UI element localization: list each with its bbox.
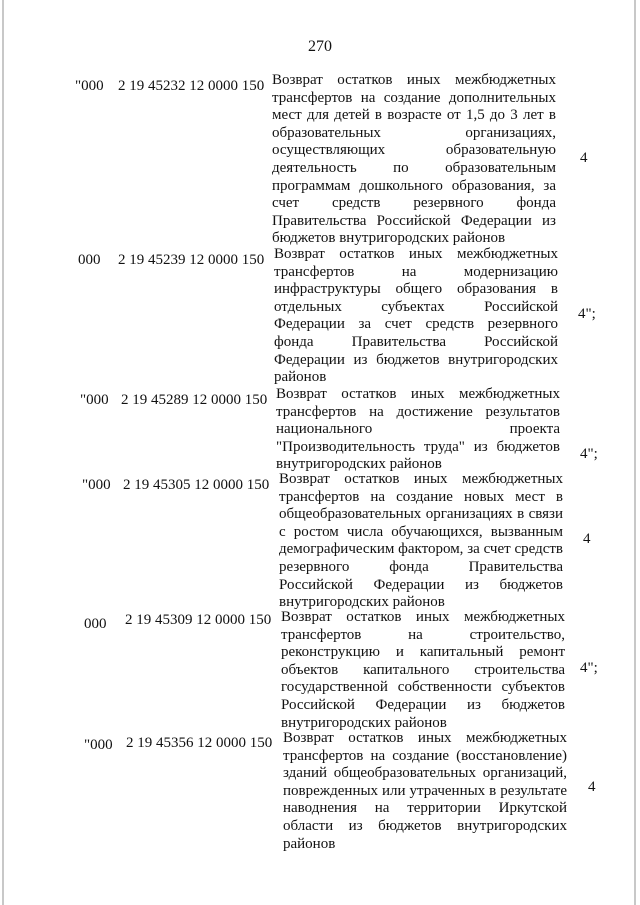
row-code: 2 19 45289 12 0000 150 [121,392,268,408]
row-code: 2 19 45356 12 0000 150 [126,735,273,751]
page-number: 270 [308,38,332,55]
row-code: 2 19 45232 12 0000 150 [118,78,265,94]
row-description: Возврат остатков иных межбюджетных трансфертов на строительство, реконструкцию и капитальный ремонт объектов капитального строительства государственной собственности субъектов Российской Федерации из бюджетов внутригородских районов [281,609,565,731]
row-prefix: 000 [78,252,101,268]
row-value: 4"; [578,306,596,322]
row-description: Возврат остатков иных межбюджетных трансфертов на модернизацию инфраструктуры общего образования в отдельных субъектах Российской Федерации за счет средств резервного фонда Правительства Российской Федерации из бюджетов внутригородских районов [274,246,558,386]
row-value: 4"; [580,446,598,462]
row-prefix: "000 [84,737,113,753]
scan-left-edge [2,0,4,905]
scan-right-edge [634,0,636,905]
row-code: 2 19 45239 12 0000 150 [118,252,265,268]
row-value: 4 [583,531,591,547]
row-code: 2 19 45305 12 0000 150 [123,477,270,493]
row-prefix: "000 [80,392,109,408]
row-description: Возврат остатков иных межбюджетных трансфертов на достижение результатов национального проекта "Производительность труда" из бюджетов внутригородских районов [276,386,560,473]
row-description: Возврат остатков иных межбюджетных трансфертов на создание дополнительных мест для детей в возрасте от 1,5 до 3 лет в образовательных организациях, осуществляющих образовательную деятельность по образовательным программам дошкольного образования, за счет средств резервного фонда Правительства Российской Федерации из бюджетов внутригородских районов [272,72,556,247]
row-code: 2 19 45309 12 0000 150 [125,612,272,628]
row-value: 4"; [580,660,598,676]
row-description: Возврат остатков иных межбюджетных трансфертов на создание (восстановление) зданий общеобразовательных организаций, поврежденных или утраченных в результате наводнения на территории Иркутской области из бюджетов внутригородских районов [283,730,567,852]
row-prefix: "000 [82,477,111,493]
row-prefix: 000 [84,616,107,632]
row-value: 4 [588,779,596,795]
row-prefix: "000 [75,78,104,94]
row-description: Возврат остатков иных межбюджетных трансфертов на создание новых мест в общеобразовательных организациях в связи с ростом числа обучающихся, вызванным демографическим фактором, за счет средств резервного фонда Правительства Российской Федерации из бюджетов внутригородских районов [279,471,563,611]
row-value: 4 [580,150,588,166]
